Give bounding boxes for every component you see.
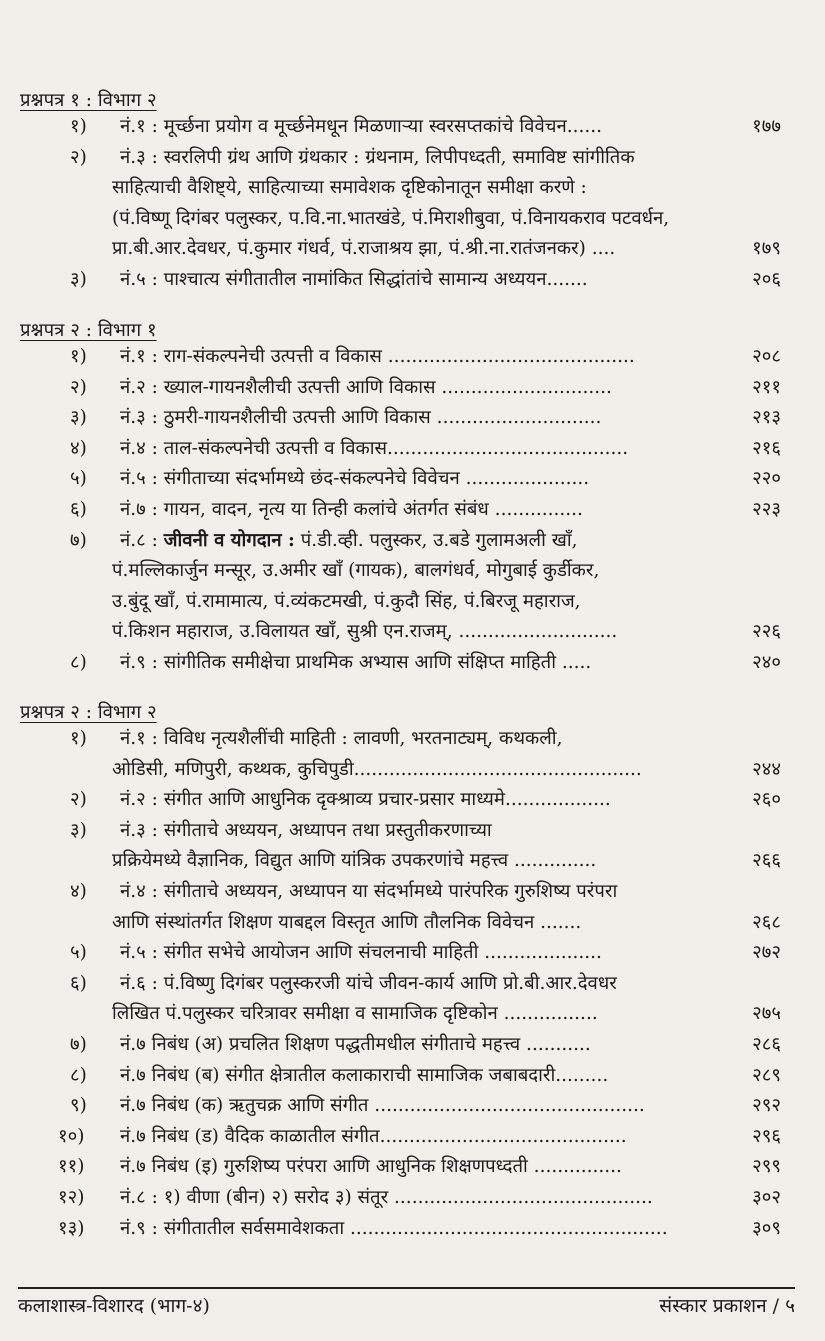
toc-entry-line xyxy=(0,204,825,234)
entry-text: नं.७ निबंध (ड) वैदिक काळातील संगीत.......................................... xyxy=(120,1126,627,1147)
entry-page-number: १७९ xyxy=(752,238,781,259)
entry-text: नं.२ : ख्याल-गायनशैलीची उत्पत्ती आणि विकास ............................. xyxy=(120,377,612,398)
toc-entry-line xyxy=(0,1214,825,1244)
entry-text: नं.४ : ताल-संकल्पनेची उत्पत्ती व विकास......................................... xyxy=(120,438,629,459)
entry-page-number: २०८ xyxy=(752,346,781,367)
entry-number: १३) xyxy=(58,1218,85,1239)
toc-entry-line xyxy=(0,342,825,372)
entry-text-rest: पं.डी.व्ही. पलुस्कर, उ.बडे गुलामअली खाँ, xyxy=(294,530,578,551)
entry-page-number: २६८ xyxy=(752,912,781,933)
entry-page-number: २७५ xyxy=(752,1003,781,1024)
toc-entry-line xyxy=(0,969,825,999)
entry-text-bold: जीवनी व योगदान : xyxy=(163,530,295,551)
entry-page-number: २९६ xyxy=(752,1126,781,1147)
entry-text: ओडिसी, मणिपुरी, कथ्थक, कुचिपुडी................................................. xyxy=(112,759,642,780)
entry-number: २) xyxy=(70,377,87,398)
entry-page-number: २८६ xyxy=(752,1034,781,1055)
entry-text: नं.२ : संगीत आणि आधुनिक दृक्श्राव्य प्रचार-प्रसार माध्यमे.................. xyxy=(120,789,611,810)
entry-page-number: २७२ xyxy=(752,942,781,963)
entry-page-number: २२६ xyxy=(752,621,781,642)
entry-page-number: २१६ xyxy=(752,438,781,459)
entry-number: ७) xyxy=(70,1034,87,1055)
entry-page-number: २६६ xyxy=(752,850,781,871)
entry-text: साहित्याची वैशिष्ट्ये, साहित्याच्या समावेशक दृष्टिकोनातून समीक्षा करणे : xyxy=(112,177,587,198)
toc-entry-line xyxy=(0,403,825,433)
entry-text: नं.६ : पं.विष्णु दिगंबर पलुस्करजी यांचे जीवन-कार्य आणि प्रो.बी.आर.देवधर xyxy=(120,973,617,994)
entry-number: ३) xyxy=(70,407,87,428)
section-heading: प्रश्नपत्र २ : विभाग १ xyxy=(20,320,157,341)
entry-number: ७) xyxy=(70,530,87,551)
toc-entry-line xyxy=(0,464,825,494)
toc-entry-line xyxy=(0,1122,825,1152)
entry-text: लिखित पं.पलुस्कर चरित्रावर समीक्षा व सामाजिक दृष्टिकोन ................ xyxy=(112,1003,598,1024)
toc-entry-line xyxy=(0,1091,825,1121)
entry-text: नं.७ निबंध (इ) गुरुशिष्य परंपरा आणि आधुनिक शिक्षणपध्दती ............... xyxy=(120,1156,622,1177)
entry-text: नं.९ : संगीतातील सर्वसमावेशकता ...................................................... xyxy=(120,1218,668,1239)
entry-page-number: २४४ xyxy=(752,759,781,780)
entry-number: २) xyxy=(70,147,87,168)
toc-entry-line xyxy=(0,234,825,264)
entry-page-number: २२३ xyxy=(752,499,781,520)
entry-page-number: १७७ xyxy=(752,116,781,137)
entry-text: नं.३ : संगीताचे अध्ययन, अध्यापन तथा प्रस्तुतीकरणाच्या xyxy=(120,820,492,841)
footer-publisher-page: संस्कार प्रकाशन / ५ xyxy=(659,1295,795,1317)
entry-page-number: २९२ xyxy=(752,1095,781,1116)
entry-number: ३) xyxy=(70,820,87,841)
entry-page-number: २११ xyxy=(752,377,781,398)
entry-page-number: २९९ xyxy=(752,1156,781,1177)
toc-entry-line xyxy=(0,265,825,295)
entry-text-prefix: नं.८ : xyxy=(120,530,164,551)
toc-entry-line xyxy=(0,648,825,678)
entry-page-number: २१३ xyxy=(752,407,781,428)
entry-number: ४) xyxy=(70,881,87,902)
entry-number: ६) xyxy=(70,973,87,994)
entry-number: १२) xyxy=(58,1187,85,1208)
entry-number: १) xyxy=(70,346,87,367)
entry-page-number: ३०९ xyxy=(752,1218,781,1239)
entry-text: नं.७ निबंध (ब) संगीत क्षेत्रातील कलाकाराची सामाजिक जबाबदारी......... xyxy=(120,1065,609,1086)
entry-text: आणि संस्थांतर्गत शिक्षण याबद्दल विस्तृत आणि तौलनिक विवेचन ....... xyxy=(112,912,582,933)
entry-number: ४) xyxy=(70,438,87,459)
toc-entry-line xyxy=(0,1030,825,1060)
toc-entry-line xyxy=(0,526,825,556)
section-heading: प्रश्नपत्र १ : विभाग २ xyxy=(20,90,157,111)
entry-text: उ.बुंदू खाँ, पं.रामामात्य, पं.व्यंकटमखी, पं.कुदौ सिंह, पं.बिरजू महाराज, xyxy=(112,591,581,612)
entry-number: १) xyxy=(70,116,87,137)
entry-text: नं.१ : राग-संकल्पनेची उत्पत्ती व विकास .......................................... xyxy=(120,346,635,367)
entry-text: नं.३ : ठुमरी-गायनशैलीची उत्पत्ती आणि विकास ............................ xyxy=(120,407,602,428)
entry-text: प्रा.बी.आर.देवधर, पं.कुमार गंधर्व, पं.राजाश्रय झा, पं.श्री.ना.रातंजनकर) .... xyxy=(112,238,616,259)
toc-entry-line xyxy=(0,908,825,938)
entry-text: नं.१ : मूर्च्छना प्रयोग व मूर्च्छनेमधून मिळणाऱ्या स्वरसप्तकांचे विवेचन...... xyxy=(120,116,603,137)
entry-text: नं.८ : १) वीणा (बीन) २) सरोद ३) संतूर ............................................ xyxy=(120,1187,653,1208)
toc-entry-line xyxy=(0,1183,825,1213)
entry-number: ६) xyxy=(70,499,87,520)
toc-entry-line xyxy=(0,785,825,815)
toc-entry-line xyxy=(0,755,825,785)
entry-page-number: २२० xyxy=(752,468,781,489)
toc-entry-line xyxy=(0,816,825,846)
entry-text: नं.४ : संगीताचे अध्ययन, अध्यापन या संदर्भामध्ये पारंपरिक गुरुशिष्य परंपरा xyxy=(120,881,618,902)
entry-page-number: २६० xyxy=(752,789,781,810)
entry-number: ५) xyxy=(70,942,87,963)
entry-text: (पं.विष्णू दिगंबर पलुस्कर, प.वि.ना.भातखंडे, पं.मिराशीबुवा, पं.विनायकराव पटवर्धन, xyxy=(112,208,670,229)
footer-book-title: कलाशास्त्र-विशारद (भाग-४) xyxy=(18,1295,210,1317)
toc-entry-line xyxy=(0,877,825,907)
toc-entry-line xyxy=(0,434,825,464)
entry-text xyxy=(120,526,578,556)
entry-page-number: २८९ xyxy=(752,1065,781,1086)
entry-number: १०) xyxy=(58,1126,85,1147)
toc-entry-line xyxy=(0,1152,825,1182)
toc-entry-line xyxy=(0,724,825,754)
entry-text: नं.१ : विविध नृत्यशैलींची माहिती : लावणी, भरतनाट्यम्, कथकली, xyxy=(120,728,563,749)
entry-number: ३) xyxy=(70,269,87,290)
entry-text: प्रक्रियेमध्ये वैज्ञानिक, विद्युत आणि यांत्रिक उपकरणांचे महत्त्व .............. xyxy=(112,850,597,871)
entry-number: ५) xyxy=(70,468,87,489)
entry-page-number: २४० xyxy=(752,652,781,673)
entry-number: २) xyxy=(70,789,87,810)
entry-number: ८) xyxy=(70,1065,87,1086)
entry-text: नं.५ : संगीत सभेचे आयोजन आणि संचलनाची माहिती .................... xyxy=(120,942,602,963)
entry-text: नं.५ : संगीताच्या संदर्भामध्ये छंद-संकल्पनेचे विवेचन ..................... xyxy=(120,468,590,489)
entry-number: १) xyxy=(70,728,87,749)
entry-number: ८) xyxy=(70,652,87,673)
entry-page-number: ३०२ xyxy=(752,1187,781,1208)
entry-text: नं.७ निबंध (अ) प्रचलित शिक्षण पद्धतीमधील संगीताचे महत्त्व ........... xyxy=(120,1034,591,1055)
toc-entry-line xyxy=(0,495,825,525)
entry-text: नं.७ निबंध (क) ऋतुचक्र आणि संगीत .............................................. xyxy=(120,1095,645,1116)
toc-entry-line xyxy=(0,173,825,203)
entry-text: पं.किशन महाराज, उ.विलायत खाँ, सुश्री एन.राजम्, ........................... xyxy=(112,621,618,642)
entry-page-number: २०६ xyxy=(752,269,781,290)
entry-number: ९) xyxy=(70,1095,87,1116)
toc-entry-line xyxy=(0,587,825,617)
footer-rule xyxy=(18,1287,795,1289)
toc-entry-line xyxy=(0,846,825,876)
toc-entry-line xyxy=(0,556,825,586)
toc-entry-line xyxy=(0,1061,825,1091)
entry-text: नं.९ : सांगीतिक समीक्षेचा प्राथमिक अभ्यास आणि संक्षिप्त माहिती ..... xyxy=(120,652,592,673)
toc-entry-line xyxy=(0,143,825,173)
toc-entry-line xyxy=(0,938,825,968)
entry-text: नं.७ : गायन, वादन, नृत्य या तिन्ही कलांचे अंतर्गत संबंध ............... xyxy=(120,499,583,520)
toc-entry-line xyxy=(0,617,825,647)
section-heading: प्रश्नपत्र २ : विभाग २ xyxy=(20,702,157,723)
entry-text: नं.३ : स्वरलिपी ग्रंथ आणि ग्रंथकार : ग्रंथनाम, लिपीपध्दती, समाविष्ट सांगीतिक xyxy=(120,147,635,168)
entry-text: नं.५ : पाश्चात्य संगीतातील नामांकित सिद्धांतांचे सामान्य अध्ययन....... xyxy=(120,269,588,290)
toc-entry-line xyxy=(0,112,825,142)
entry-number: ११) xyxy=(58,1156,85,1177)
toc-entry-line xyxy=(0,999,825,1029)
entry-text: पं.मल्लिकार्जुन मन्सूर, उ.अमीर खाँ (गायक), बालगंधर्व, मोगुबाई कुर्डीकर, xyxy=(112,560,600,581)
toc-entry-line xyxy=(0,373,825,403)
